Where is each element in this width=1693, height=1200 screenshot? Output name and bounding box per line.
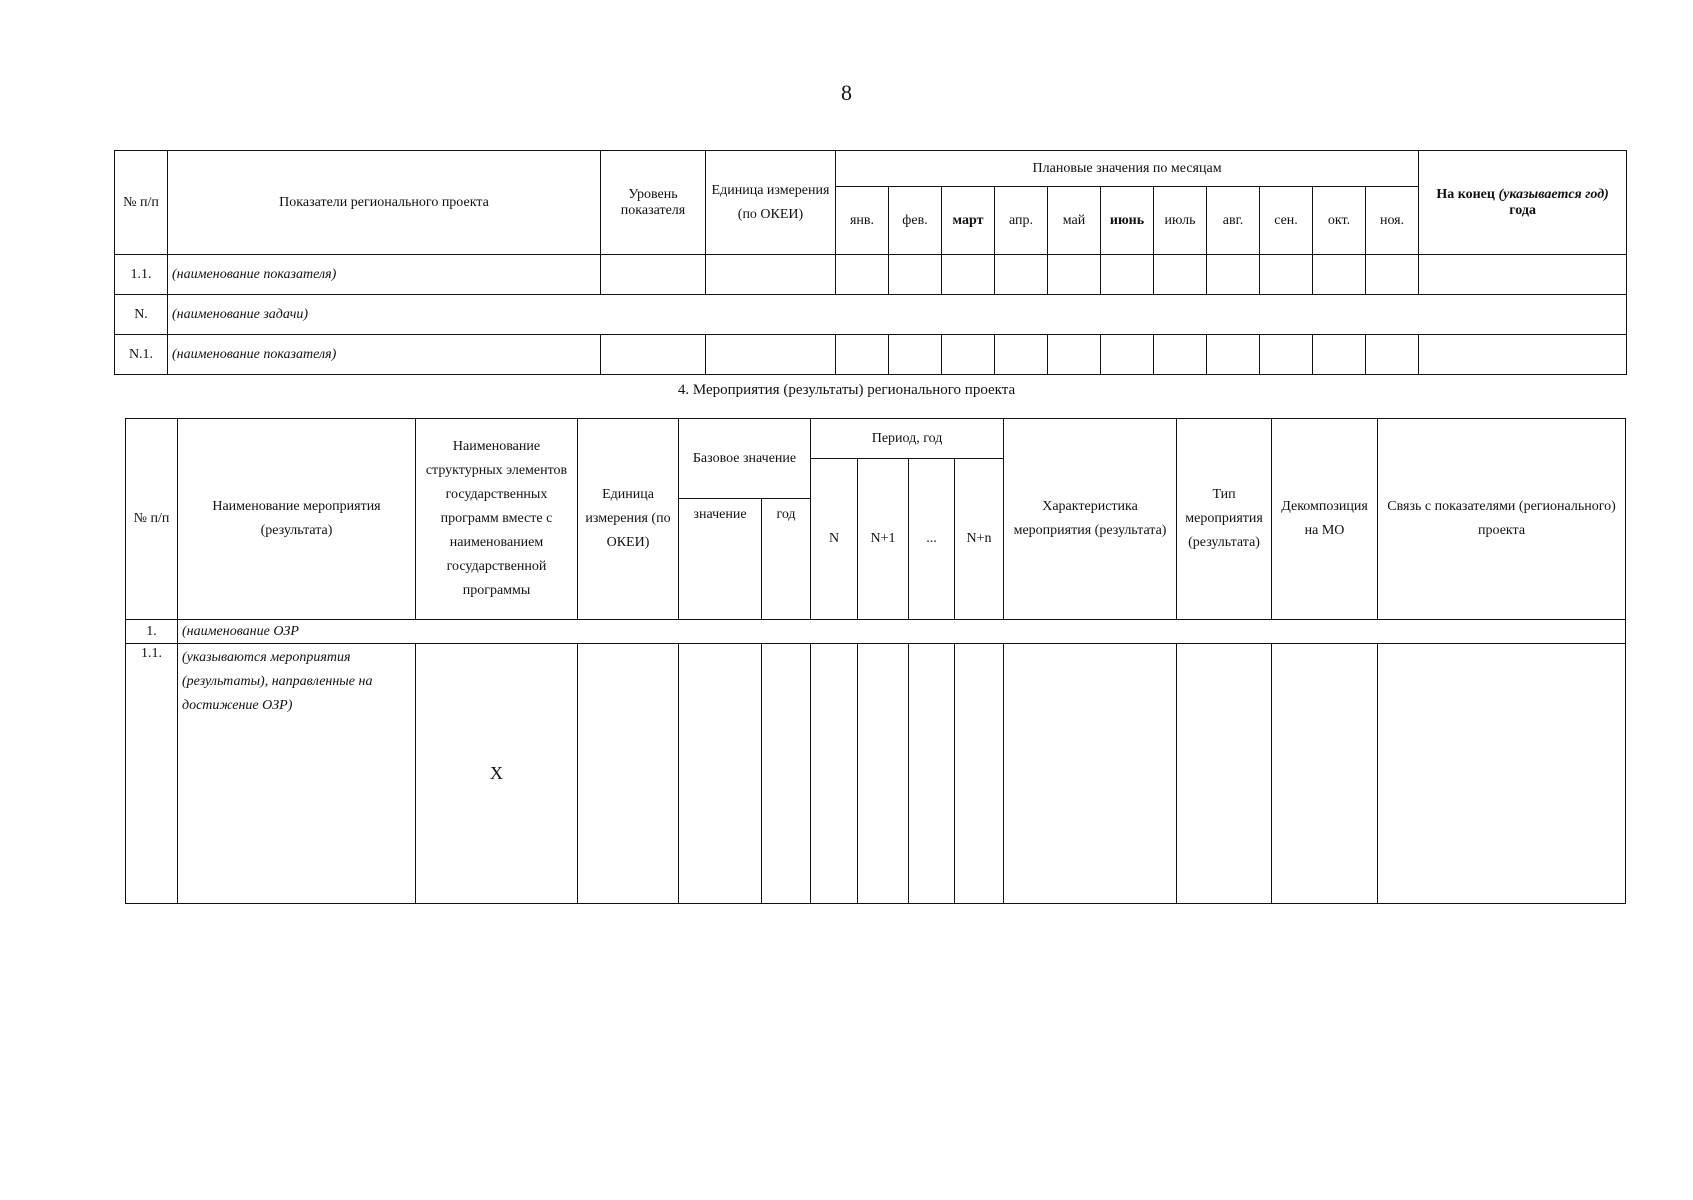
header-month: янв.: [836, 187, 889, 255]
row-num: 1.1.: [115, 255, 168, 295]
page-number: 8: [841, 80, 852, 105]
header-base-value: значение: [679, 499, 762, 620]
header-base: Базовое значение: [679, 419, 811, 499]
header-month: авг.: [1207, 187, 1260, 255]
table-row: [115, 335, 1627, 375]
header-type: Тип мероприятия (результата): [1177, 419, 1272, 620]
table-row: [126, 620, 1626, 644]
table-row: [115, 295, 1627, 335]
header-period-dots: ...: [909, 459, 955, 620]
header-decomposition: Декомпозиция на МО: [1272, 419, 1378, 620]
header-name: Наименование мероприятия (результата): [178, 419, 416, 620]
row-name: (наименование задачи): [168, 295, 1627, 335]
header-month: ноя.: [1366, 187, 1419, 255]
header-month: апр.: [995, 187, 1048, 255]
header-indicators: Показатели регионального проекта: [168, 151, 601, 255]
row-num: N.: [115, 295, 168, 335]
section-title: 4. Мероприятия (результаты) регионального проекта: [677, 382, 1016, 398]
table-row: [126, 644, 1626, 904]
header-end-suffix: года: [1509, 202, 1536, 218]
row-num: 1.1.: [126, 644, 178, 904]
header-period-n: N: [811, 459, 858, 620]
header-month: окт.: [1313, 187, 1366, 255]
header-end-prefix: На конец: [1436, 186, 1499, 202]
header-num: № п/п: [115, 151, 168, 255]
table-row: [115, 255, 1627, 295]
header-unit: Единица измерения (по ОКЕИ): [706, 151, 836, 255]
header-end-italic: (указывается год): [1498, 186, 1609, 202]
header-level: Уровень показателя: [601, 151, 706, 255]
header-month: май: [1048, 187, 1101, 255]
header-month: март: [942, 187, 995, 255]
header-structural: Наименование структурных элементов государственных программ вместе с наименованием государственной программы: [416, 419, 578, 620]
header-base-year: год: [762, 499, 811, 620]
header-month: фев.: [889, 187, 942, 255]
header-period-n1: N+1: [858, 459, 909, 620]
row-name: (наименование показателя): [168, 255, 601, 295]
row-name: (указываются мероприятия (результаты), направленные на достижение ОЗР): [178, 644, 416, 904]
header-period-nn: N+n: [955, 459, 1004, 620]
row-num: 1.: [126, 620, 178, 644]
header-month: июнь: [1101, 187, 1154, 255]
header-characteristic: Характеристика мероприятия (результата): [1004, 419, 1177, 620]
activities-table: [125, 418, 1626, 904]
row-name: (наименование ОЗР: [178, 620, 1626, 644]
header-unit: Единица измерения (по ОКЕИ): [578, 419, 679, 620]
row-name: (наименование показателя): [168, 335, 601, 375]
row-structural-mark: X: [416, 644, 578, 904]
row-num: N.1.: [115, 335, 168, 375]
indicators-table: [114, 150, 1627, 375]
header-month: сен.: [1260, 187, 1313, 255]
header-month: июль: [1154, 187, 1207, 255]
header-link: Связь с показателями (регионального) проекта: [1378, 419, 1626, 620]
header-num: № п/п: [126, 419, 178, 620]
header-plan: Плановые значения по месяцам: [836, 151, 1419, 187]
header-end-of-year: [1419, 151, 1627, 255]
header-period: Период, год: [811, 419, 1004, 459]
